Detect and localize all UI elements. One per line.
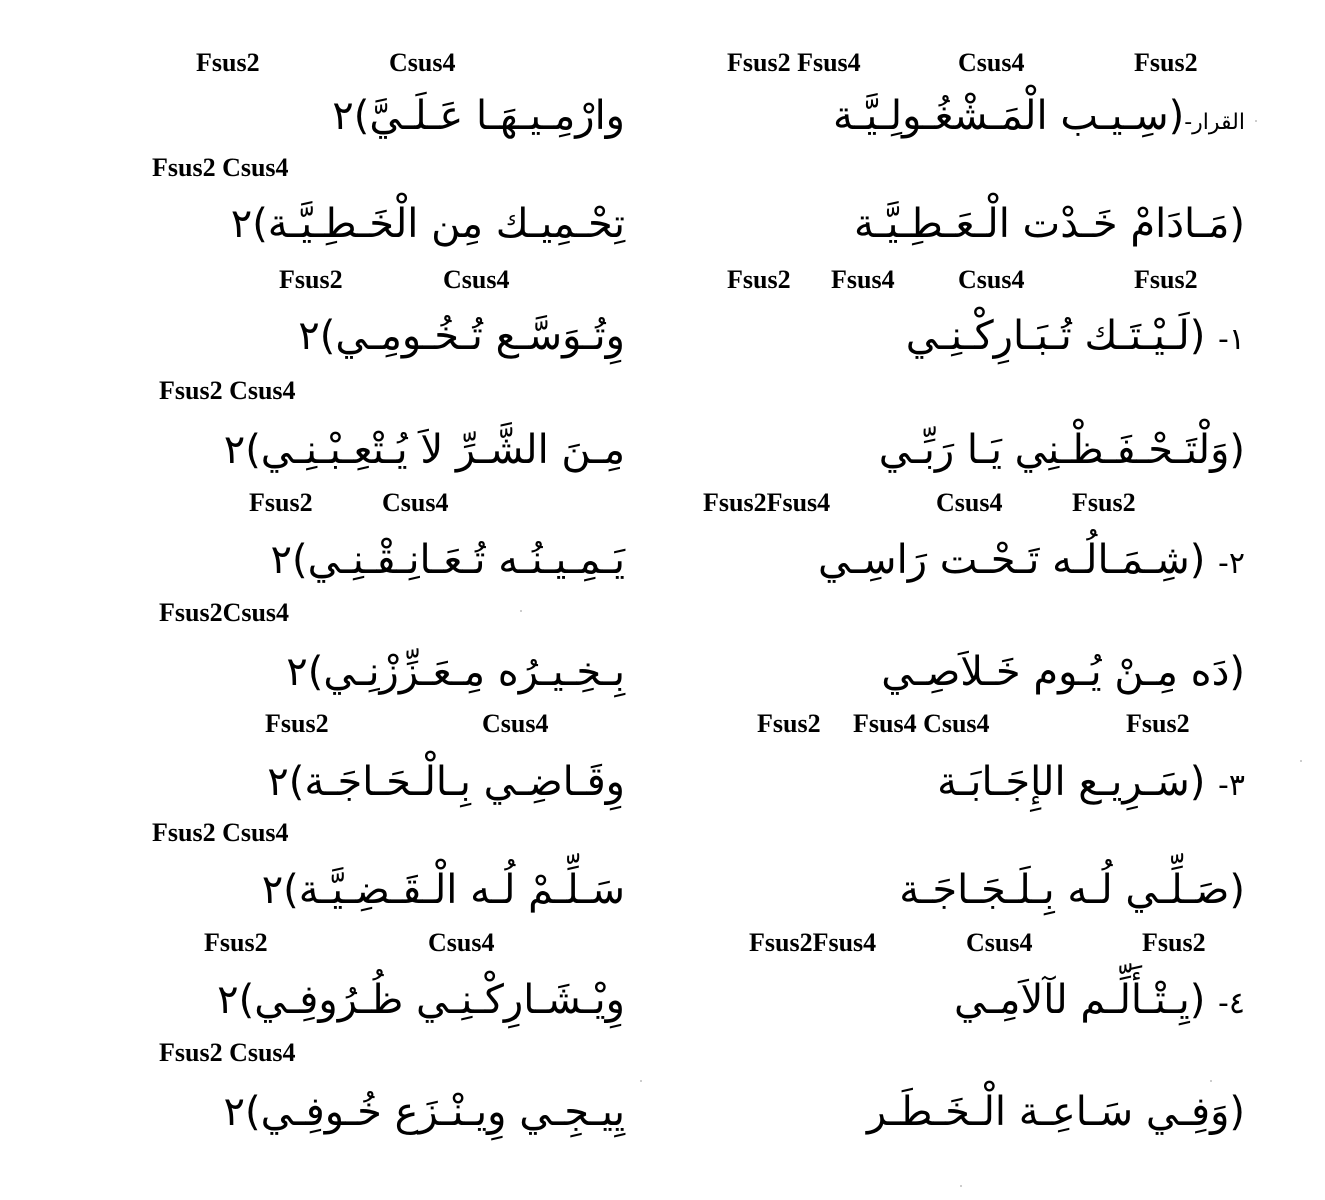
lyric-line-right: (وَفِـي سَـاعِـة الْـخَـطَـر <box>866 1089 1245 1135</box>
lyric-line-left: وِتُـوَسَّـع تُـخُـومِـي)٢ <box>298 313 625 359</box>
scan-speck <box>520 610 522 612</box>
lyric-text: (لَـيْـتَـك تُـبَـارِكْـنِـي <box>905 313 1206 359</box>
chord-label: Fsus2Fsus4 <box>749 928 877 957</box>
chord-label: Fsus2 <box>1134 48 1198 77</box>
lyric-line-left: سَـلِّـمْ لُـه الْـقَـضِـيَّـة)٢ <box>261 867 625 913</box>
verse-prefix: ٢- <box>1218 546 1245 581</box>
lyric-line-right: (دَه مِـنْ يُـوم خَـلاَصِـي <box>881 649 1245 695</box>
chord-label: Fsus2 <box>1072 488 1136 517</box>
chord-label: Fsus2 <box>196 48 260 77</box>
chord-label: Fsus2 <box>265 709 329 738</box>
chord-label: Fsus2 <box>727 265 791 294</box>
chord-label: Fsus2 <box>249 488 313 517</box>
chord-label: Fsus4 Csus4 <box>853 709 990 738</box>
scan-speck <box>1255 120 1257 122</box>
lyric-line-left: تِحْـمِيـك مِن الْخَـطِـيَّـة)٢ <box>230 201 625 247</box>
verse-prefix: ١- <box>1218 322 1245 357</box>
chord-label: Fsus2 <box>204 928 268 957</box>
chord-label: Csus4 <box>936 488 1003 517</box>
chord-label: Fsus2 Csus4 <box>152 153 289 182</box>
lyric-line-left: يِيـجِـي وِيـنْـزَع خُـوفِـي)٢ <box>223 1089 625 1135</box>
chord-label: Csus4 <box>482 709 549 738</box>
verse-prefix: ٤- <box>1218 986 1245 1021</box>
lyric-text: (يِـتْـأَلِّـم لآلاَمِـي <box>953 977 1206 1023</box>
lyric-line-right <box>685 86 1245 153</box>
lyric-line-right <box>685 752 1245 816</box>
lyric-line-right <box>685 970 1245 1034</box>
chord-label: Fsus4 <box>831 265 895 294</box>
chord-label: Csus4 <box>966 928 1033 957</box>
chord-label: Fsus2 Csus4 <box>159 376 296 405</box>
lyric-line-right: (صَـلِّـي لُـه بِـلَـجَـاجَـة <box>899 867 1245 913</box>
lyric-line-right <box>685 306 1245 370</box>
lyric-line-left: وِيْـشَـارِكْـنِـي ظُـرُوفِـي)٢ <box>217 977 625 1023</box>
chord-label: Fsus2 <box>279 265 343 294</box>
lyric-line-left: يَـمِـيـنُـه تُـعَـانِـقْـنِـي)٢ <box>270 537 625 583</box>
lyric-line-left: مِـنَ الشَّـرِّ لاَ يُـتْعِـبْـنِـي)٢ <box>223 427 625 473</box>
chord-label: Csus4 <box>389 48 456 77</box>
lyric-text: (سَـرِيـع الإِجَـابَـة <box>937 759 1206 805</box>
chord-label: Fsus2Fsus4 <box>703 488 831 517</box>
chord-label: Csus4 <box>958 48 1025 77</box>
lyric-text: (سِـيـب الْمَـشْغُـولِـيَّـة <box>832 93 1185 139</box>
lyric-line-left: وارْمِـيـهَـا عَـلَـيَّ)٢ <box>332 93 625 139</box>
scan-speck <box>1300 760 1302 762</box>
lyric-line-left: وِقَـاضِـي بِـالْـحَـاجَـة)٢ <box>267 759 625 805</box>
chord-label: Fsus2 Fsus4 <box>727 48 861 77</box>
chord-label: Fsus2 Csus4 <box>152 818 289 847</box>
chord-label: Fsus2 <box>757 709 821 738</box>
scan-speck <box>1210 1080 1212 1082</box>
chord-label: Fsus2 <box>1142 928 1206 957</box>
lyric-text: (شِـمَـالُـه تَـحْـت رَاسِـي <box>818 537 1206 583</box>
chord-label: Csus4 <box>428 928 495 957</box>
chord-label: Fsus2 <box>1126 709 1190 738</box>
chord-label: Csus4 <box>443 265 510 294</box>
lyric-line-right: (مَـادَامْ خَـدْت الْـعَـطِـيَّـة <box>854 201 1245 247</box>
lyric-line-right: (وَلْتَـحْـفَـظْـنِي يَـا رَبِّـي <box>878 427 1245 473</box>
scan-speck <box>640 1080 642 1082</box>
verse-prefix: القرار- <box>1184 110 1245 135</box>
verse-prefix: ٣- <box>1218 768 1245 803</box>
chord-label: Fsus2Csus4 <box>159 598 290 627</box>
chord-label: Csus4 <box>382 488 449 517</box>
chord-label: Fsus2 <box>1134 265 1198 294</box>
chord-label: Csus4 <box>958 265 1025 294</box>
lyric-line-left: بِـخِـيـرُه مِـعَـزِّزْنِـي)٢ <box>286 649 625 695</box>
chord-label: Fsus2 Csus4 <box>159 1038 296 1067</box>
scan-speck <box>960 1185 962 1187</box>
lyric-line-right <box>685 530 1245 594</box>
